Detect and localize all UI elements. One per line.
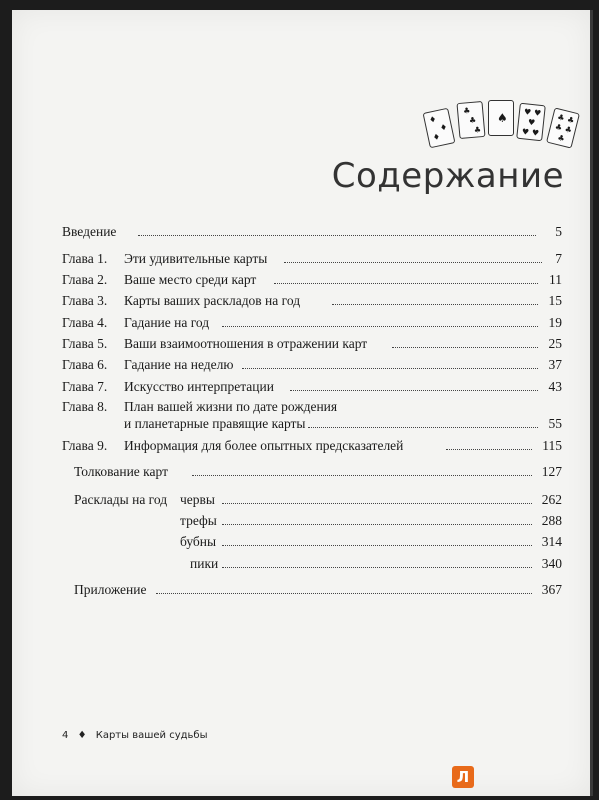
toc-page-number: 115: [542, 438, 562, 453]
footer-book-title: Карты вашей судьбы: [95, 730, 208, 741]
toc-title-line-2: и планетарные правящие карты: [124, 416, 306, 431]
leader-dots: [222, 503, 532, 504]
publisher-logo-icon: Л: [452, 766, 474, 788]
toc-entry-chapter-6[interactable]: [62, 357, 562, 373]
toc-entry-chapter-3[interactable]: [62, 293, 562, 309]
diamond-card-icon: ♦ ♦ ♦: [423, 108, 456, 149]
footer-page-number: 4: [62, 730, 69, 741]
toc-page-number: 127: [541, 464, 562, 479]
toc-title: бубны: [180, 534, 217, 549]
leader-dots: [392, 347, 538, 348]
toc-title: Ваши взаимоотношения в отражении карт: [124, 336, 368, 351]
toc-label: Толкование карт: [74, 464, 168, 479]
leader-dots: [222, 524, 532, 525]
toc-page-number: 367: [541, 582, 562, 597]
toc-label: Глава 2.: [62, 272, 108, 287]
toc-entry-chapter-9[interactable]: [62, 438, 562, 454]
leader-dots: [222, 567, 532, 568]
toc-title: Информация для более опытных предсказателей: [124, 438, 404, 453]
toc-page-number: 5: [555, 224, 562, 239]
club-card-icon: ♣ ♣ ♣: [456, 101, 485, 139]
leader-dots: [156, 593, 532, 594]
toc-entry-chapter-8[interactable]: [62, 399, 562, 435]
toc-entry-spreads-diamonds[interactable]: [62, 534, 562, 550]
page-footer: [62, 730, 213, 741]
spade-card-icon: ♠: [488, 100, 514, 136]
leader-dots: [222, 326, 538, 327]
leader-dots: [192, 475, 532, 476]
toc-entry-card-interpretation[interactable]: [62, 464, 562, 480]
leader-dots: [446, 449, 532, 450]
toc-label: Глава 7.: [62, 379, 108, 394]
playing-cards-illustration: [426, 96, 596, 156]
leader-dots: [242, 368, 538, 369]
toc-title: Гадание на год: [124, 315, 210, 330]
toc-title: Гадание на неделю: [124, 357, 234, 372]
toc-entry-spreads-clubs[interactable]: [62, 513, 562, 529]
toc-title: червы: [180, 492, 215, 507]
leader-dots: [290, 390, 538, 391]
toc-page-number: 340: [541, 556, 562, 571]
toc-label: Глава 6.: [62, 357, 108, 372]
leader-dots: [332, 304, 538, 305]
diamond-icon: ♦: [77, 730, 87, 741]
toc-page-number: 15: [548, 293, 562, 308]
toc-title: пики: [190, 556, 219, 571]
leader-dots: [284, 262, 542, 263]
toc-title: трефы: [180, 513, 217, 528]
toc-page-number: 11: [549, 272, 562, 287]
toc-entry-chapter-4[interactable]: [62, 315, 562, 331]
toc-label: Глава 5.: [62, 336, 108, 351]
toc-page-number: 19: [548, 315, 562, 330]
toc-page-number: 37: [548, 357, 562, 372]
toc-page-number: 55: [548, 416, 562, 431]
toc-title: Ваше место среди карт: [124, 272, 257, 287]
toc-entry-intro[interactable]: [62, 224, 562, 240]
toc-entry-appendix[interactable]: [62, 582, 562, 598]
page-title: Содержание: [331, 156, 564, 196]
leader-dots: [308, 427, 538, 428]
leader-dots: [274, 283, 538, 284]
toc-title: Карты ваших раскладов на год: [124, 293, 301, 308]
toc-page-number: 7: [555, 251, 562, 266]
toc-title: Искусство интерпретации: [124, 379, 274, 394]
leader-dots: [138, 235, 536, 236]
toc-entry-chapter-7[interactable]: [62, 379, 562, 395]
toc-page-number: 43: [548, 379, 562, 394]
toc-page-number: 25: [548, 336, 562, 351]
toc-entry-chapter-5[interactable]: [62, 336, 562, 352]
toc-label: Введение: [62, 224, 117, 239]
toc-label: Глава 1.: [62, 251, 108, 266]
toc-entry-chapter-1[interactable]: [62, 251, 562, 267]
toc-label: Глава 9.: [62, 438, 108, 453]
toc-title: План вашей жизни по дате рождения: [124, 399, 338, 414]
toc-title: Эти удивительные карты: [124, 251, 268, 266]
toc-label: Глава 4.: [62, 315, 108, 330]
toc-entry-spreads-hearts[interactable]: [62, 492, 562, 508]
toc-entry-spreads-spades[interactable]: [62, 556, 562, 572]
toc-label: Глава 3.: [62, 293, 108, 308]
toc-page-number: 314: [541, 534, 562, 549]
leader-dots: [222, 545, 532, 546]
toc-label: Глава 8.: [62, 399, 108, 414]
toc-page-number: 288: [541, 513, 562, 528]
toc-page-number: 262: [541, 492, 562, 507]
heart-card-icon: ♥ ♥ ♥ ♥ ♥: [516, 103, 546, 142]
toc-label: Приложение: [74, 582, 147, 597]
toc-label: Расклады на год: [74, 492, 168, 507]
club-card-icon: ♣ ♣ ♣ ♣ ♣: [546, 107, 580, 148]
toc-entry-chapter-2[interactable]: [62, 272, 562, 288]
